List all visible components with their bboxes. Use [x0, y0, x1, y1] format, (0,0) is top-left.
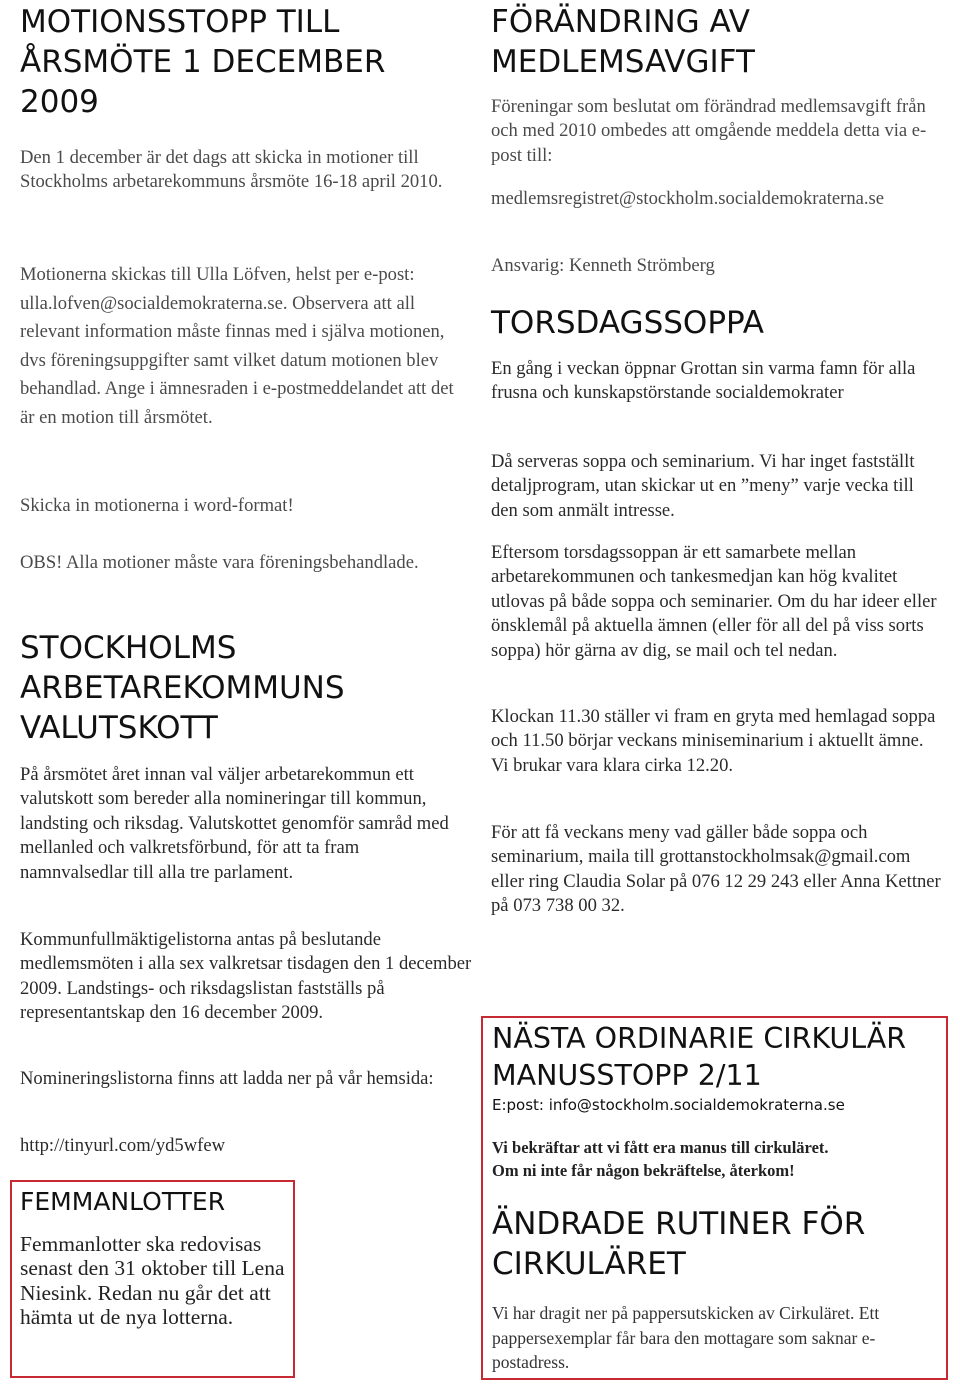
torsdagssoppa-paragraph-4: Klockan 11.30 ställer vi fram en gryta med hemlagad soppa och 11.50 börjar veckans miniseminarium i aktuellt ämne. Vi brukar vara klara cirka 12.20.: [491, 706, 936, 776]
cirkular-confirm-line-2: Om ni inte får någon bekräftelse, återkom!: [492, 1161, 795, 1180]
cirkular-confirm-line-1: Vi bekräftar att vi fått era manus till cirkuläret.: [492, 1138, 829, 1157]
femmanlotter-box: [10, 1180, 295, 1378]
medlemsavgift-email[interactable]: medlemsregistret@stockholm.socialdemokraterna.se: [491, 188, 885, 209]
valutskott-paragraph-2: Kommunfullmäktigelistorna antas på beslutande medlemsmöten i alla sex valkretsar tisdagen den 1 december 2009. Landstings- och riksdagslistan fastställs på representantskap den 16 december 2009.: [20, 929, 472, 1024]
valutskott-heading: STOCKHOLMS ARBETAREKOMMUNS VALUTSKOTT: [20, 630, 345, 746]
motionsstopp-paragraph-4: OBS! Alla motioner måste vara föreningsbehandlade.: [20, 552, 419, 573]
medlemsavgift-paragraph-1: Föreningar som beslutat om förändrad medlemsavgift från och med 2010 ombedes att omgående meddela detta via e-post till:: [491, 96, 927, 166]
torsdagssoppa-heading: TORSDAGSSOPPA: [491, 305, 764, 341]
torsdagssoppa-paragraph-1: En gång i veckan öppnar Grottan sin varma famn för alla frusna och kunskapstörstande socialdemokrater: [491, 358, 916, 404]
torsdagssoppa-paragraph-5: För att få veckans meny vad gäller både soppa och seminarium, maila till grottanstockholmsak@gmail.com eller ring Claudia Solar på 076 12 29 243 eller Anna Kettner på 073 738 00 32.: [491, 822, 941, 917]
motionsstopp-paragraph-2: Motionerna skickas till Ulla Löfven, helst per e-post: ulla.lofven@socialdemokraterna.se. Observera att all relevant information måste finnas med i själva motionen, dvs föreningsuppgifter samt vilket datum motionen blev behandlad. Ange i ämnesraden i e-postmeddelandet att det är en motion till årsmötet.: [20, 264, 454, 428]
torsdagssoppa-paragraph-2: Då serveras soppa och seminarium. Vi har inget fastställt detaljprogram, utan skickar ut en ”meny” varje vecka till den som anmält intresse.: [491, 451, 915, 521]
motionsstopp-paragraph-3: Skicka in motionerna i word-format!: [20, 495, 294, 516]
femmanlotter-heading: FEMMANLOTTER: [20, 1187, 226, 1216]
medlemsavgift-heading: FÖRÄNDRING AV MEDLEMSAVGIFT: [491, 4, 755, 80]
valutskott-link[interactable]: http://tinyurl.com/yd5wfew: [20, 1135, 226, 1156]
motionsstopp-heading: MOTIONSSTOPP TILL ÅRSMÖTE 1 DECEMBER 2009: [20, 4, 386, 120]
andrade-rutiner-text: Vi har dragit ner på pappersutskicken av Cirkuläret. Ett pappersexemplar får bara den mottagare som saknar e-postadress.: [492, 1303, 880, 1372]
motionsstopp-paragraph-1: Den 1 december är det dags att skicka in motioner till Stockholms arbetarekommuns årsmöte 16-18 april 2010.: [20, 147, 443, 193]
nasta-cirkular-heading: NÄSTA ORDINARIE CIRKULÄR MANUSSTOPP 2/11: [492, 1022, 907, 1092]
cirkular-box: [481, 1016, 948, 1380]
torsdagssoppa-paragraph-3: Eftersom torsdagssoppan är ett samarbete mellan arbetarekommunen och tankesmedjan kan hög kvalitet utlovas på både soppa och seminarier. Om du har ideer eller önsklemål på aktuella ämnen (eller för all del på viss sorts soppa) hör gärna av dig, se mail och tel nedan.: [491, 542, 937, 661]
valutskott-paragraph-1: På årsmötet året innan val väljer arbetarekommun ett valutskott som bereder alla nomineringar till kommun, landsting och riksdag. Valutskottet genomför samråd med mellanled och valkretsförbund, för att ta fram namnvalsedlar till alla tre parlament.: [20, 764, 449, 883]
valutskott-paragraph-3: Nomineringslistorna finns att ladda ner på vår hemsida:: [20, 1068, 434, 1089]
medlemsavgift-responsible: Ansvarig: Kenneth Strömberg: [491, 255, 715, 276]
andrade-rutiner-heading: ÄNDRADE RUTINER FÖR CIRKULÄRET: [492, 1206, 866, 1282]
cirkular-email[interactable]: E:post: info@stockholm.socialdemokraterna.se: [492, 1096, 845, 1114]
femmanlotter-text: Femmanlotter ska redovisas senast den 31 oktober till Lena Niesink. Redan nu går det att hämta ut de nya lotterna.: [20, 1232, 285, 1329]
